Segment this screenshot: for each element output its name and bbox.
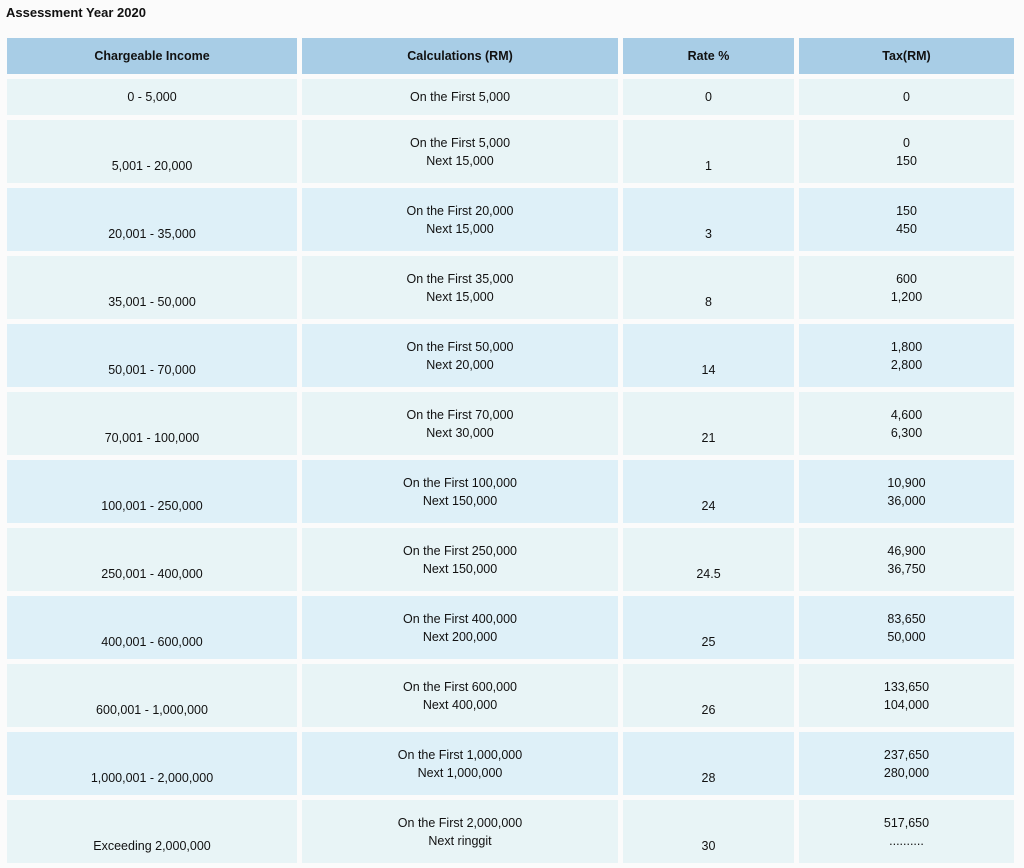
table-row <box>7 664 1014 727</box>
cell-tax <box>799 324 1014 387</box>
cell-calculations <box>302 120 618 183</box>
header-row <box>7 38 1014 74</box>
table-body <box>7 79 1014 863</box>
table-row <box>7 732 1014 795</box>
tax-next-line: 6,300 <box>890 425 923 440</box>
cell-rate <box>623 392 794 455</box>
cell-rate <box>623 120 794 183</box>
page-title: Assessment Year 2020 <box>6 5 146 20</box>
calc-first-line: On the First 5,000 <box>409 90 511 104</box>
calc-first-line: On the First 100,000 <box>403 475 517 490</box>
tax-first-line: 46,900 <box>887 543 926 558</box>
cell-chargeable-income <box>7 120 297 183</box>
calc-next-line: Next 200,000 <box>422 629 498 644</box>
cell-chargeable-income <box>7 392 297 455</box>
cell-tax <box>799 188 1014 251</box>
rate-value: 21 <box>701 431 716 445</box>
cell-chargeable-income <box>7 256 297 319</box>
tax-first-line: 133,650 <box>883 679 930 694</box>
income-range: 100,001 - 250,000 <box>101 499 203 513</box>
rate-value: 0 <box>705 90 712 104</box>
cell-tax <box>799 732 1014 795</box>
tax-first-line: 83,650 <box>887 611 926 626</box>
tax-next-line: 104,000 <box>883 697 930 712</box>
cell-calculations <box>302 392 618 455</box>
tax-first-line: 1,800 <box>890 339 923 354</box>
rate-value: 3 <box>705 227 712 241</box>
cell-tax <box>799 664 1014 727</box>
tax-first-line: 0 <box>903 135 910 150</box>
tax-first-line: 150 <box>896 203 917 218</box>
calc-first-line: On the First 400,000 <box>403 611 517 626</box>
income-range: 600,001 - 1,000,000 <box>96 703 208 717</box>
calc-next-line: Next 400,000 <box>422 697 498 712</box>
rate-value: 8 <box>705 295 712 309</box>
tax-next-line: 150 <box>896 153 917 168</box>
income-range: 20,001 - 35,000 <box>108 227 196 241</box>
rate-value: 14 <box>701 363 716 377</box>
calc-first-line: On the First 1,000,000 <box>397 747 523 762</box>
table-row <box>7 800 1014 863</box>
table-row <box>7 120 1014 183</box>
tax-first-line: 600 <box>896 271 917 286</box>
table-row <box>7 79 1014 115</box>
rate-value: 25 <box>701 635 716 649</box>
cell-tax <box>799 596 1014 659</box>
tax-next-line: .......... <box>889 833 924 848</box>
calc-first-line: On the First 20,000 <box>406 203 514 218</box>
calc-next-line: Next 150,000 <box>422 561 498 576</box>
table-row <box>7 188 1014 251</box>
tax-next-line: 1,200 <box>890 289 923 304</box>
cell-tax <box>799 392 1014 455</box>
calc-next-line: Next 30,000 <box>426 425 494 440</box>
cell-chargeable-income <box>7 528 297 591</box>
cell-tax <box>799 256 1014 319</box>
cell-calculations <box>302 800 618 863</box>
calc-first-line: On the First 5,000 <box>409 135 511 150</box>
income-range: 5,001 - 20,000 <box>111 159 193 173</box>
income-range: 50,001 - 70,000 <box>108 363 196 377</box>
calc-next-line: Next 15,000 <box>426 153 494 168</box>
income-range: 0 - 5,000 <box>127 90 177 104</box>
rate-value: 26 <box>701 703 716 717</box>
cell-chargeable-income <box>7 188 297 251</box>
cell-rate <box>623 664 794 727</box>
cell-rate <box>623 800 794 863</box>
calc-first-line: On the First 2,000,000 <box>397 815 523 830</box>
header-tax: Tax(RM) <box>799 38 1014 74</box>
cell-rate <box>623 324 794 387</box>
calc-next-line: Next 15,000 <box>426 289 494 304</box>
calc-first-line: On the First 70,000 <box>406 407 514 422</box>
calc-next-line: Next 20,000 <box>426 357 494 372</box>
tax-next-line: 50,000 <box>887 629 926 644</box>
header-chargeable-income: Chargeable Income <box>7 38 297 74</box>
rate-value: 24.5 <box>696 567 721 581</box>
cell-calculations <box>302 596 618 659</box>
cell-tax <box>799 120 1014 183</box>
calc-next-line: Next ringgit <box>428 833 492 848</box>
cell-rate <box>623 732 794 795</box>
cell-rate <box>623 188 794 251</box>
cell-calculations <box>302 256 618 319</box>
calc-next-line: Next 150,000 <box>422 493 498 508</box>
rate-value: 1 <box>705 159 712 173</box>
cell-chargeable-income <box>7 79 297 115</box>
header-rate: Rate % <box>623 38 794 74</box>
calc-first-line: On the First 600,000 <box>403 679 517 694</box>
rate-value: 30 <box>701 839 716 853</box>
cell-tax <box>799 800 1014 863</box>
income-range: Exceeding 2,000,000 <box>93 839 211 853</box>
tax-next-line: 36,750 <box>887 561 926 576</box>
cell-chargeable-income <box>7 800 297 863</box>
cell-rate <box>623 256 794 319</box>
cell-calculations <box>302 528 618 591</box>
cell-tax <box>799 79 1014 115</box>
cell-calculations <box>302 79 618 115</box>
income-range: 250,001 - 400,000 <box>101 567 203 581</box>
cell-rate <box>623 528 794 591</box>
income-range: 35,001 - 50,000 <box>108 295 196 309</box>
tax-first-line: 10,900 <box>887 475 926 490</box>
tax-next-line: 280,000 <box>883 765 930 780</box>
calc-first-line: On the First 50,000 <box>406 339 514 354</box>
cell-calculations <box>302 460 618 523</box>
cell-tax <box>799 460 1014 523</box>
calc-first-line: On the First 250,000 <box>403 543 517 558</box>
rate-value: 28 <box>701 771 716 785</box>
cell-tax <box>799 528 1014 591</box>
cell-calculations <box>302 324 618 387</box>
income-range: 400,001 - 600,000 <box>101 635 203 649</box>
tax-first-line: 4,600 <box>890 407 923 422</box>
income-range: 70,001 - 100,000 <box>104 431 200 445</box>
calc-next-line: Next 1,000,000 <box>417 765 503 780</box>
rate-value: 24 <box>701 499 716 513</box>
table-row <box>7 392 1014 455</box>
table-row <box>7 528 1014 591</box>
cell-rate <box>623 79 794 115</box>
table-row <box>7 324 1014 387</box>
cell-chargeable-income <box>7 732 297 795</box>
tax-first-line: 517,650 <box>883 815 930 830</box>
cell-chargeable-income <box>7 664 297 727</box>
table-row <box>7 256 1014 319</box>
tax-next-line: 2,800 <box>890 357 923 372</box>
tax-rate-table <box>2 33 1019 868</box>
cell-calculations <box>302 188 618 251</box>
tax-next-line: 450 <box>896 221 917 236</box>
cell-calculations <box>302 664 618 727</box>
income-range: 1,000,001 - 2,000,000 <box>90 771 214 785</box>
cell-chargeable-income <box>7 596 297 659</box>
cell-rate <box>623 596 794 659</box>
tax-next-line: 36,000 <box>887 493 926 508</box>
calc-next-line: Next 15,000 <box>426 221 494 236</box>
calc-first-line: On the First 35,000 <box>406 271 514 286</box>
table-row <box>7 460 1014 523</box>
table-row <box>7 596 1014 659</box>
cell-chargeable-income <box>7 460 297 523</box>
cell-chargeable-income <box>7 324 297 387</box>
header-calculations: Calculations (RM) <box>302 38 618 74</box>
tax-first-line: 0 <box>903 90 910 104</box>
tax-first-line: 237,650 <box>883 747 930 762</box>
cell-rate <box>623 460 794 523</box>
cell-calculations <box>302 732 618 795</box>
